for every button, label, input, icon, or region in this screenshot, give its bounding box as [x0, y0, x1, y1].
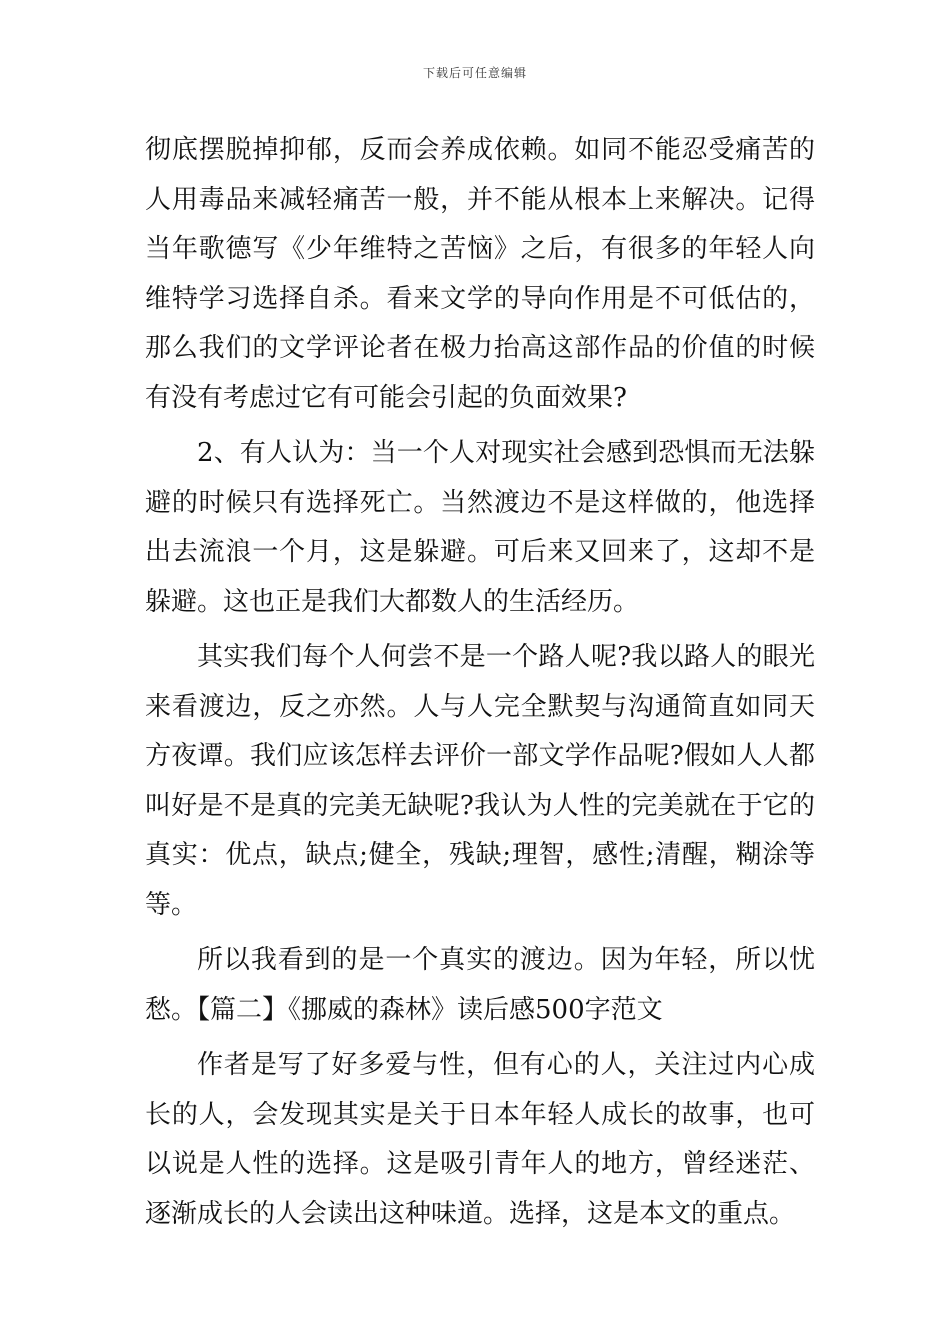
- page-header: 下载后可任意编辑: [422, 66, 527, 80]
- paragraph-3: 其实我们每个人何尝不是一个路人呢?我以路人的眼光来看渡边，反之亦然。人与人完全默契与沟通简直如同天方夜谭。我们应该怎样去评价一部文学作品呢?假如人人都叫好是不是真的完美无缺呢?我认为人性的完美就在于它的真实：优点，缺点;健全，残缺;理智，感性;清醒，糊涂等等。: [145, 642, 815, 920]
- paragraph-1: 彻底摆脱掉抑郁，反而会养成依赖。如同不能忍受痛苦的人用毒品来减轻痛苦一般，并不能从根本上来解决。记得当年歌德写《少年维特之苦恼》之后，有很多的年轻人向维特学习选择自杀。看来文学的导向作用是不可低估的，那么我们的文学评论者在极力抬高这部作品的价值的时候有没有考虑过它有可能会引起的负面效果?: [145, 135, 815, 413]
- paragraph-5: 作者是写了好多爱与性，但有心的人，关注过内心成长的人，会发现其实是关于日本年轻人成长的故事，也可以说是人性的选择。这是吸引青年人的地方，曾经迷茫、逐渐成长的人会读出这种味道。选择，这是本文的重点。: [145, 1050, 815, 1229]
- paragraph-2: 2、有人认为：当一个人对现实社会感到恐惧而无法躲避的时候只有选择死亡。当然渡边不是这样做的，他选择出去流浪一个月，这是躲避。可后来又回来了，这却不是躲避。这也正是我们大都数人的生活经历。: [145, 438, 815, 617]
- document-body: [145, 126, 815, 1239]
- paragraph-4: 所以我看到的是一个真实的渡边。因为年轻，所以忧愁。【篇二】《挪威的森林》读后感500字范文: [145, 945, 815, 1025]
